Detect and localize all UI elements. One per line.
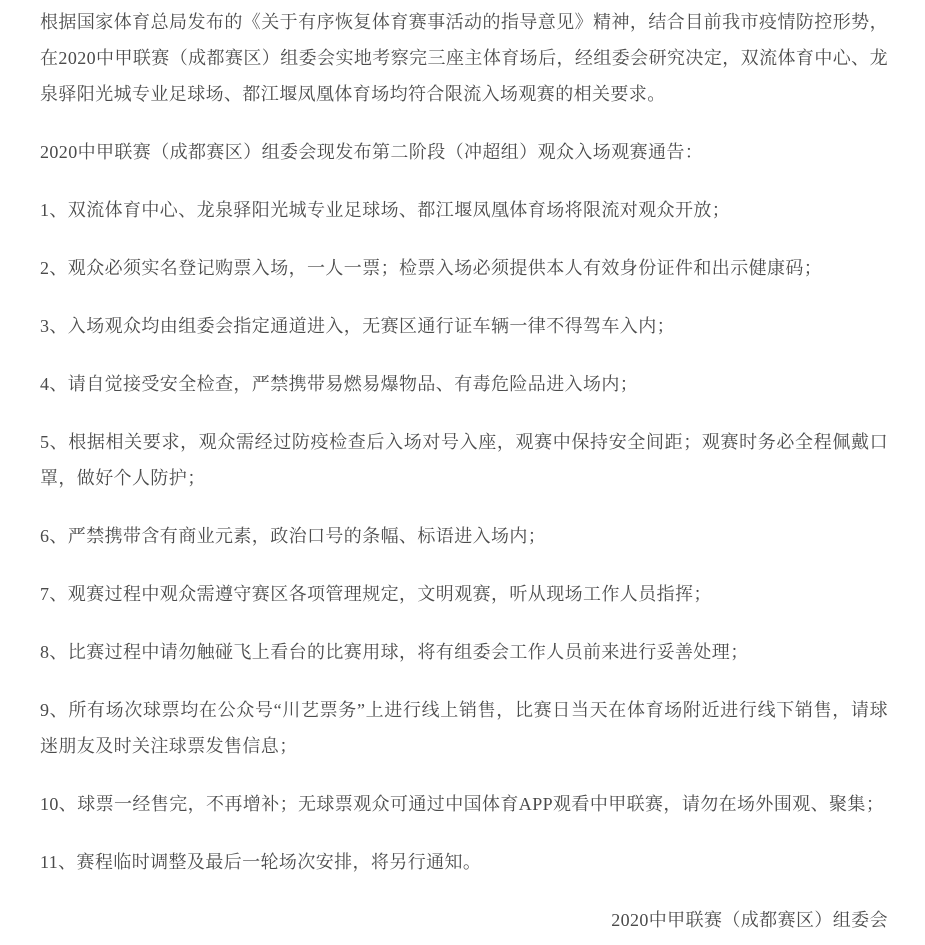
announcement-lead: 2020中甲联赛（成都赛区）组委会现发布第二阶段（冲超组）观众入场观赛通告： bbox=[40, 142, 704, 162]
notice-item: 4、请自觉接受安全检查，严禁携带易燃易爆物品、有毒危险品进入场内； bbox=[40, 374, 639, 394]
notice-item: 3、入场观众均由组委会指定通道进入，无赛区通行证车辆一律不得驾车入内； bbox=[40, 316, 675, 336]
notice-item: 8、比赛过程中请勿触碰飞上看台的比赛用球，将有组委会工作人员前来进行妥善处理； bbox=[40, 642, 749, 662]
notice-item: 6、严禁携带含有商业元素，政治口号的条幅、标语进入场内； bbox=[40, 526, 547, 546]
notice-item: 10、球票一经售完，不再增补；无球票观众可通过中国体育APP观看中甲联赛，请勿在场外围观、聚集； bbox=[40, 794, 885, 814]
intro-paragraph: 根据国家体育总局发布的《关于有序恢复体育赛事活动的指导意见》精神，结合目前我市疫情防控形势，在2020中甲联赛（成都赛区）组委会实地考察完三座主体育场后，经组委会研究决定，双流体育中心、龙泉驿阳光城专业足球场、都江堰凤凰体育场均符合限流入场观赛的相关要求。 bbox=[40, 12, 888, 104]
notice-item: 9、所有场次球票均在公众号“川艺票务”上进行线上销售，比赛日当天在体育场附近进行线下销售，请球迷朋友及时关注球票发售信息； bbox=[40, 700, 888, 756]
notice-item: 7、观赛过程中观众需遵守赛区各项管理规定，文明观赛，听从现场工作人员指挥； bbox=[40, 584, 712, 604]
signature: 2020中甲联赛（成都赛区）组委会 bbox=[611, 910, 888, 930]
notice-item: 1、双流体育中心、龙泉驿阳光城专业足球场、都江堰凤凰体育场将限流对观众开放； bbox=[40, 200, 731, 220]
notice-item: 2、观众必须实名登记购票入场，一人一票；检票入场必须提供本人有效身份证件和出示健康码； bbox=[40, 258, 823, 278]
notice-item: 5、根据相关要求，观众需经过防疫检查后入场对号入座，观赛中保持安全间距；观赛时务必全程佩戴口罩，做好个人防护； bbox=[40, 432, 888, 488]
notice-item: 11、赛程临时调整及最后一轮场次安排，将另行通知。 bbox=[40, 852, 482, 872]
